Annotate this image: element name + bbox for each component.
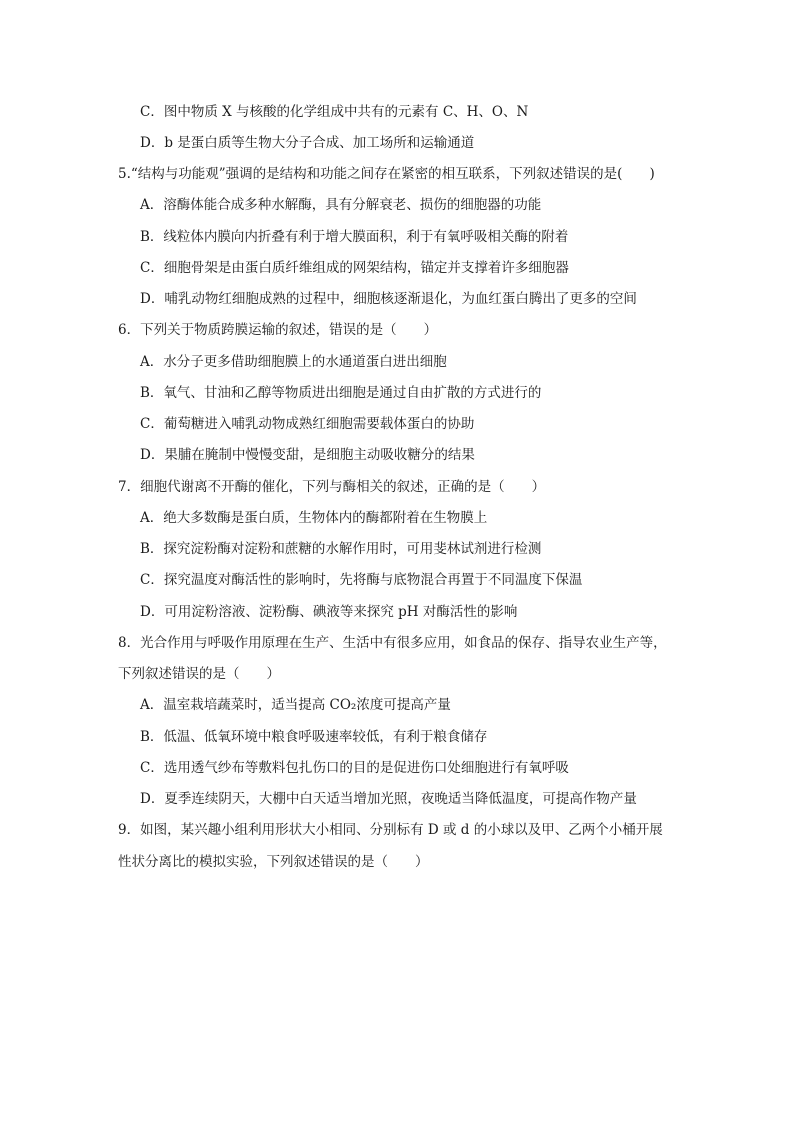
q6-option-a: A．水分子更多借助细胞膜上的水通道蛋白进出细胞 xyxy=(140,354,447,370)
q7-option-c: C．探究温度对酶活性的影响时，先将酶与底物混合再置于不同温度下保温 xyxy=(140,572,583,588)
q4-option-c: C．图中物质 X 与核酸的化学组成中共有的元素有 C、H、O、N xyxy=(140,104,529,120)
q8-option-a: A．温室栽培蔬菜时，适当提高 CO₂浓度可提高产量 xyxy=(140,697,451,713)
q7-option-b: B．探究淀粉酶对淀粉和蔗糖的水解作用时，可用斐林试剂进行检测 xyxy=(140,541,542,557)
q8-stem-line2: 下列叙述错误的是（ ） xyxy=(118,666,280,682)
q5-option-b: B．线粒体内膜向内折叠有利于增大膜面积，利于有氧呼吸相关酶的附着 xyxy=(140,229,569,245)
q9-stem-line1: 9．如图，某兴趣小组利用形状大小相同、分别标有 D 或 d 的小球以及甲、乙两个小桶开展 xyxy=(118,822,663,838)
q8-stem-line1: 8．光合作用与呼吸作用原理在生产、生活中有很多应用，如食品的保存、指导农业生产等， xyxy=(118,635,667,651)
q5-option-d: D．哺乳动物红细胞成熟的过程中，细胞核逐渐退化，为血红蛋白腾出了更多的空间 xyxy=(140,291,637,307)
q6-option-d: D．果脯在腌制中慢慢变甜，是细胞主动吸收糖分的结果 xyxy=(140,447,475,463)
q6-option-b: B．氧气、甘油和乙醇等物质进出细胞是通过自由扩散的方式进行的 xyxy=(140,385,542,401)
q7-stem: 7．细胞代谢离不开酶的催化，下列与酶相关的叙述，正确的是（ ） xyxy=(118,479,546,495)
q4-option-d: D．b 是蛋白质等生物大分子合成、加工场所和运输通道 xyxy=(140,135,475,151)
q6-option-c: C．葡萄糖进入哺乳动物成熟红细胞需要载体蛋白的协助 xyxy=(140,416,475,432)
q7-option-d: D．可用淀粉溶液、淀粉酶、碘液等来探究 pH 对酶活性的影响 xyxy=(140,604,518,620)
q5-option-a: A．溶酶体能合成多种水解酶，具有分解衰老、损伤的细胞器的功能 xyxy=(140,197,542,213)
q8-option-c: C．选用透气纱布等敷料包扎伤口的目的是促进伤口处细胞进行有氧呼吸 xyxy=(140,760,569,776)
q8-option-b: B．低温、低氧环境中粮食呼吸速率较低，有利于粮食储存 xyxy=(140,729,488,745)
q8-option-d: D．夏季连续阴天，大棚中白天适当增加光照，夜晚适当降低温度，可提高作物产量 xyxy=(140,791,637,807)
q7-option-a: A．绝大多数酶是蛋白质，生物体内的酶都附着在生物膜上 xyxy=(140,510,488,526)
q6-stem: 6．下列关于物质跨膜运输的叙述，错误的是（ ） xyxy=(118,322,438,338)
q5-option-c: C．细胞骨架是由蛋白质纤维组成的网架结构，锚定并支撑着许多细胞器 xyxy=(140,260,569,276)
q9-stem-line2: 性状分离比的模拟实验，下列叙述错误的是（ ） xyxy=(118,854,429,870)
q5-stem: 5.“结构与功能观”强调的是结构和功能之间存在紧密的相互联系，下列叙述错误的是( ) xyxy=(118,166,655,182)
